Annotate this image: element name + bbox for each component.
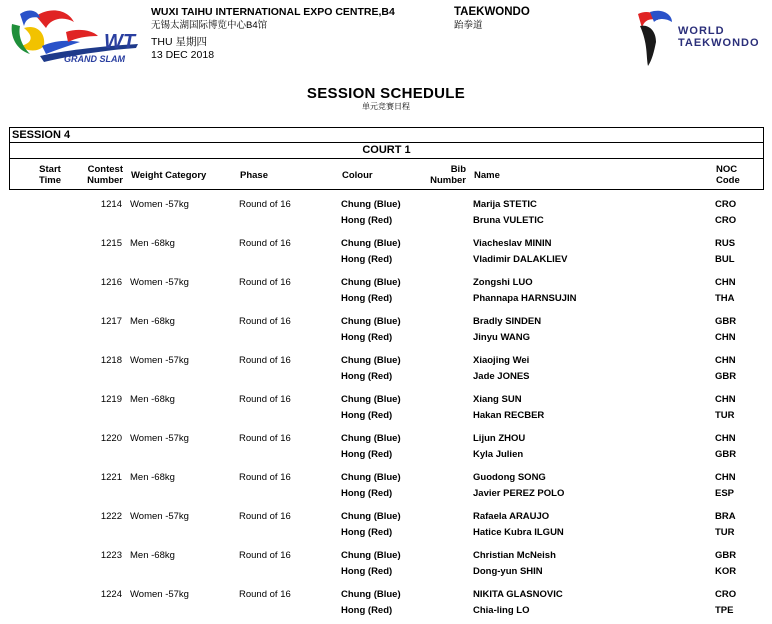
colour-blue: Chung (Blue) — [341, 355, 401, 366]
athlete-name-red: Bruna VULETIC — [473, 215, 544, 226]
weight-category: Women -57kg — [130, 589, 189, 600]
contest-row — [9, 502, 764, 541]
org-logo-line2: TAEKWONDO — [678, 37, 760, 49]
noc-code-red: TPE — [715, 605, 734, 616]
world-taekwondo-text — [678, 25, 760, 49]
colour-blue: Chung (Blue) — [341, 394, 401, 405]
event-logo-sub: GRAND SLAM — [64, 54, 125, 64]
contest-row — [9, 307, 764, 346]
sport-block — [454, 6, 530, 32]
noc-code-red: ESP — [715, 488, 735, 499]
colour-red: Hong (Red) — [341, 254, 393, 265]
venue-name-cn: 无锡太湖国际博览中心B4馆 — [151, 20, 268, 31]
colour-blue: Chung (Blue) — [341, 277, 401, 288]
contest-number: 1219 — [100, 394, 122, 405]
colour-red: Hong (Red) — [341, 332, 393, 343]
col-phase: Phase — [240, 170, 268, 181]
world-taekwondo-logo — [632, 8, 770, 68]
contest-number: 1217 — [100, 316, 122, 327]
colour-red: Hong (Red) — [341, 605, 393, 616]
colour-red: Hong (Red) — [341, 488, 393, 499]
athlete-name-blue: Guodong SONG — [473, 472, 546, 483]
noc-code-blue: BRA — [715, 511, 736, 522]
col-start-time-line2: Time — [38, 175, 61, 186]
noc-code-blue: CRO — [715, 589, 737, 600]
colour-red: Hong (Red) — [341, 566, 393, 577]
phase: Round of 16 — [239, 472, 291, 483]
contest-number: 1224 — [100, 589, 122, 600]
col-colour: Colour — [342, 170, 373, 181]
col-noc-code — [716, 164, 740, 186]
noc-code-blue: CRO — [715, 199, 737, 210]
phase: Round of 16 — [239, 238, 291, 249]
colour-blue: Chung (Blue) — [341, 433, 401, 444]
athlete-name-red: Javier PEREZ POLO — [473, 488, 565, 499]
colour-red: Hong (Red) — [341, 449, 393, 460]
weight-category: Men -68kg — [130, 472, 175, 483]
noc-code-blue: CHN — [715, 433, 736, 444]
contest-row — [9, 346, 764, 385]
athlete-name-blue: Xiaojing Wei — [473, 355, 530, 366]
athlete-name-red: Hakan RECBER — [473, 410, 545, 421]
noc-code-blue: GBR — [715, 316, 737, 327]
col-contest-number — [80, 164, 123, 186]
phase: Round of 16 — [239, 511, 291, 522]
noc-code-red: TUR — [715, 410, 735, 421]
colour-blue: Chung (Blue) — [341, 589, 401, 600]
colour-red: Hong (Red) — [341, 410, 393, 421]
col-contest-line1: Contest — [87, 164, 123, 175]
contest-number: 1215 — [100, 238, 122, 249]
noc-code-red: CRO — [715, 215, 737, 226]
phase: Round of 16 — [239, 277, 291, 288]
contest-number: 1220 — [100, 433, 122, 444]
athlete-name-red: Chia-ling LO — [473, 605, 530, 616]
weight-category: Women -57kg — [130, 199, 189, 210]
colour-blue: Chung (Blue) — [341, 316, 401, 327]
phase: Round of 16 — [239, 433, 291, 444]
weight-category: Women -57kg — [130, 511, 189, 522]
colour-red: Hong (Red) — [341, 215, 393, 226]
colour-red: Hong (Red) — [341, 371, 393, 382]
noc-code-red: GBR — [715, 449, 737, 460]
col-noc-line2: Code — [716, 175, 740, 186]
contest-row — [9, 190, 764, 229]
page-header — [0, 0, 772, 80]
noc-code-red: KOR — [715, 566, 737, 577]
noc-code-blue: CHN — [715, 277, 736, 288]
contest-number: 1221 — [100, 472, 122, 483]
noc-code-red: THA — [715, 293, 735, 304]
phase: Round of 16 — [239, 355, 291, 366]
event-date: 13 DEC 2018 — [151, 49, 215, 61]
athlete-name-red: Jade JONES — [473, 371, 530, 382]
col-start-time-line1: Start — [39, 164, 61, 175]
contest-row — [9, 541, 764, 580]
noc-code-red: TUR — [715, 527, 735, 538]
contest-row — [9, 424, 764, 463]
athlete-name-blue: Bradly SINDEN — [473, 316, 542, 327]
athlete-name-blue: Viacheslav MININ — [473, 238, 552, 249]
athlete-name-blue: Rafaela ARAUJO — [473, 511, 550, 522]
weight-category: Men -68kg — [130, 316, 175, 327]
weight-category: Women -57kg — [130, 355, 189, 366]
sport-name-cn: 跆拳道 — [454, 20, 483, 31]
phase: Round of 16 — [239, 550, 291, 561]
venue-block — [151, 6, 395, 62]
sport-name-en: TAEKWONDO — [454, 6, 530, 18]
event-logo-text: WT — [104, 31, 136, 53]
weight-category: Women -57kg — [130, 433, 189, 444]
contest-row — [9, 268, 764, 307]
contest-row — [9, 229, 764, 268]
event-day: THU 星期四 — [151, 36, 207, 48]
contest-number: 1222 — [100, 511, 122, 522]
athlete-name-red: Phannapa HARNSUJIN — [473, 293, 577, 304]
contest-row — [9, 463, 764, 502]
phase: Round of 16 — [239, 394, 291, 405]
athlete-name-blue: Marija STETIC — [473, 199, 537, 210]
athlete-name-blue: Christian McNeish — [473, 550, 556, 561]
grand-slam-logo — [6, 6, 146, 70]
page-title: SESSION SCHEDULE — [306, 85, 466, 102]
contest-number: 1218 — [100, 355, 122, 366]
colour-blue: Chung (Blue) — [341, 472, 401, 483]
noc-code-blue: CHN — [715, 394, 736, 405]
noc-code-blue: CHN — [715, 472, 736, 483]
noc-code-red: CHN — [715, 332, 736, 343]
col-start-time — [34, 164, 66, 186]
colour-blue: Chung (Blue) — [341, 550, 401, 561]
col-weight: Weight Category — [131, 170, 207, 181]
page-title-block — [0, 85, 772, 112]
column-header-row — [9, 159, 764, 190]
noc-code-blue: CHN — [715, 355, 736, 366]
contest-row — [9, 385, 764, 424]
colour-red: Hong (Red) — [341, 527, 393, 538]
colour-red: Hong (Red) — [341, 293, 393, 304]
noc-code-red: GBR — [715, 371, 737, 382]
col-contest-line2: Number — [87, 175, 123, 186]
athlete-name-blue: NIKITA GLASNOVIC — [473, 589, 563, 600]
contest-number: 1216 — [100, 277, 122, 288]
athlete-name-red: Dong-yun SHIN — [473, 566, 543, 577]
athlete-name-blue: Xiang SUN — [473, 394, 522, 405]
page-subtitle: 单元竞赛日程 — [362, 102, 410, 111]
athlete-name-blue: Lijun ZHOU — [473, 433, 526, 444]
court-label: COURT 1 — [9, 143, 764, 159]
weight-category: Men -68kg — [130, 394, 175, 405]
contest-number: 1214 — [100, 199, 122, 210]
weight-category: Men -68kg — [130, 238, 175, 249]
contest-list — [9, 190, 764, 619]
athlete-name-red: Vladimir DALAKLIEV — [473, 254, 568, 265]
col-bib-line2: Number — [430, 175, 466, 186]
weight-category: Women -57kg — [130, 277, 189, 288]
col-noc-line1: NOC — [716, 164, 738, 175]
phase: Round of 16 — [239, 589, 291, 600]
noc-code-blue: RUS — [715, 238, 736, 249]
contest-row — [9, 580, 764, 619]
noc-code-red: BUL — [715, 254, 735, 265]
colour-blue: Chung (Blue) — [341, 511, 401, 522]
org-logo-line1: WORLD — [678, 25, 725, 37]
col-bib-number — [424, 164, 466, 186]
colour-blue: Chung (Blue) — [341, 199, 401, 210]
athlete-name-red: Kyla Julien — [473, 449, 524, 460]
venue-name-en: WUXI TAIHU INTERNATIONAL EXPO CENTRE,B4 — [151, 6, 395, 18]
col-name: Name — [474, 170, 500, 181]
weight-category: Men -68kg — [130, 550, 175, 561]
session-label: SESSION 4 — [9, 127, 764, 143]
contest-number: 1223 — [100, 550, 122, 561]
athlete-name-red: Jinyu WANG — [473, 332, 531, 343]
colour-blue: Chung (Blue) — [341, 238, 401, 249]
athlete-name-blue: Zongshi LUO — [473, 277, 533, 288]
athlete-name-red: Hatice Kubra ILGUN — [473, 527, 564, 538]
phase: Round of 16 — [239, 316, 291, 327]
phase: Round of 16 — [239, 199, 291, 210]
noc-code-blue: GBR — [715, 550, 737, 561]
col-bib-line1: Bib — [450, 164, 466, 175]
